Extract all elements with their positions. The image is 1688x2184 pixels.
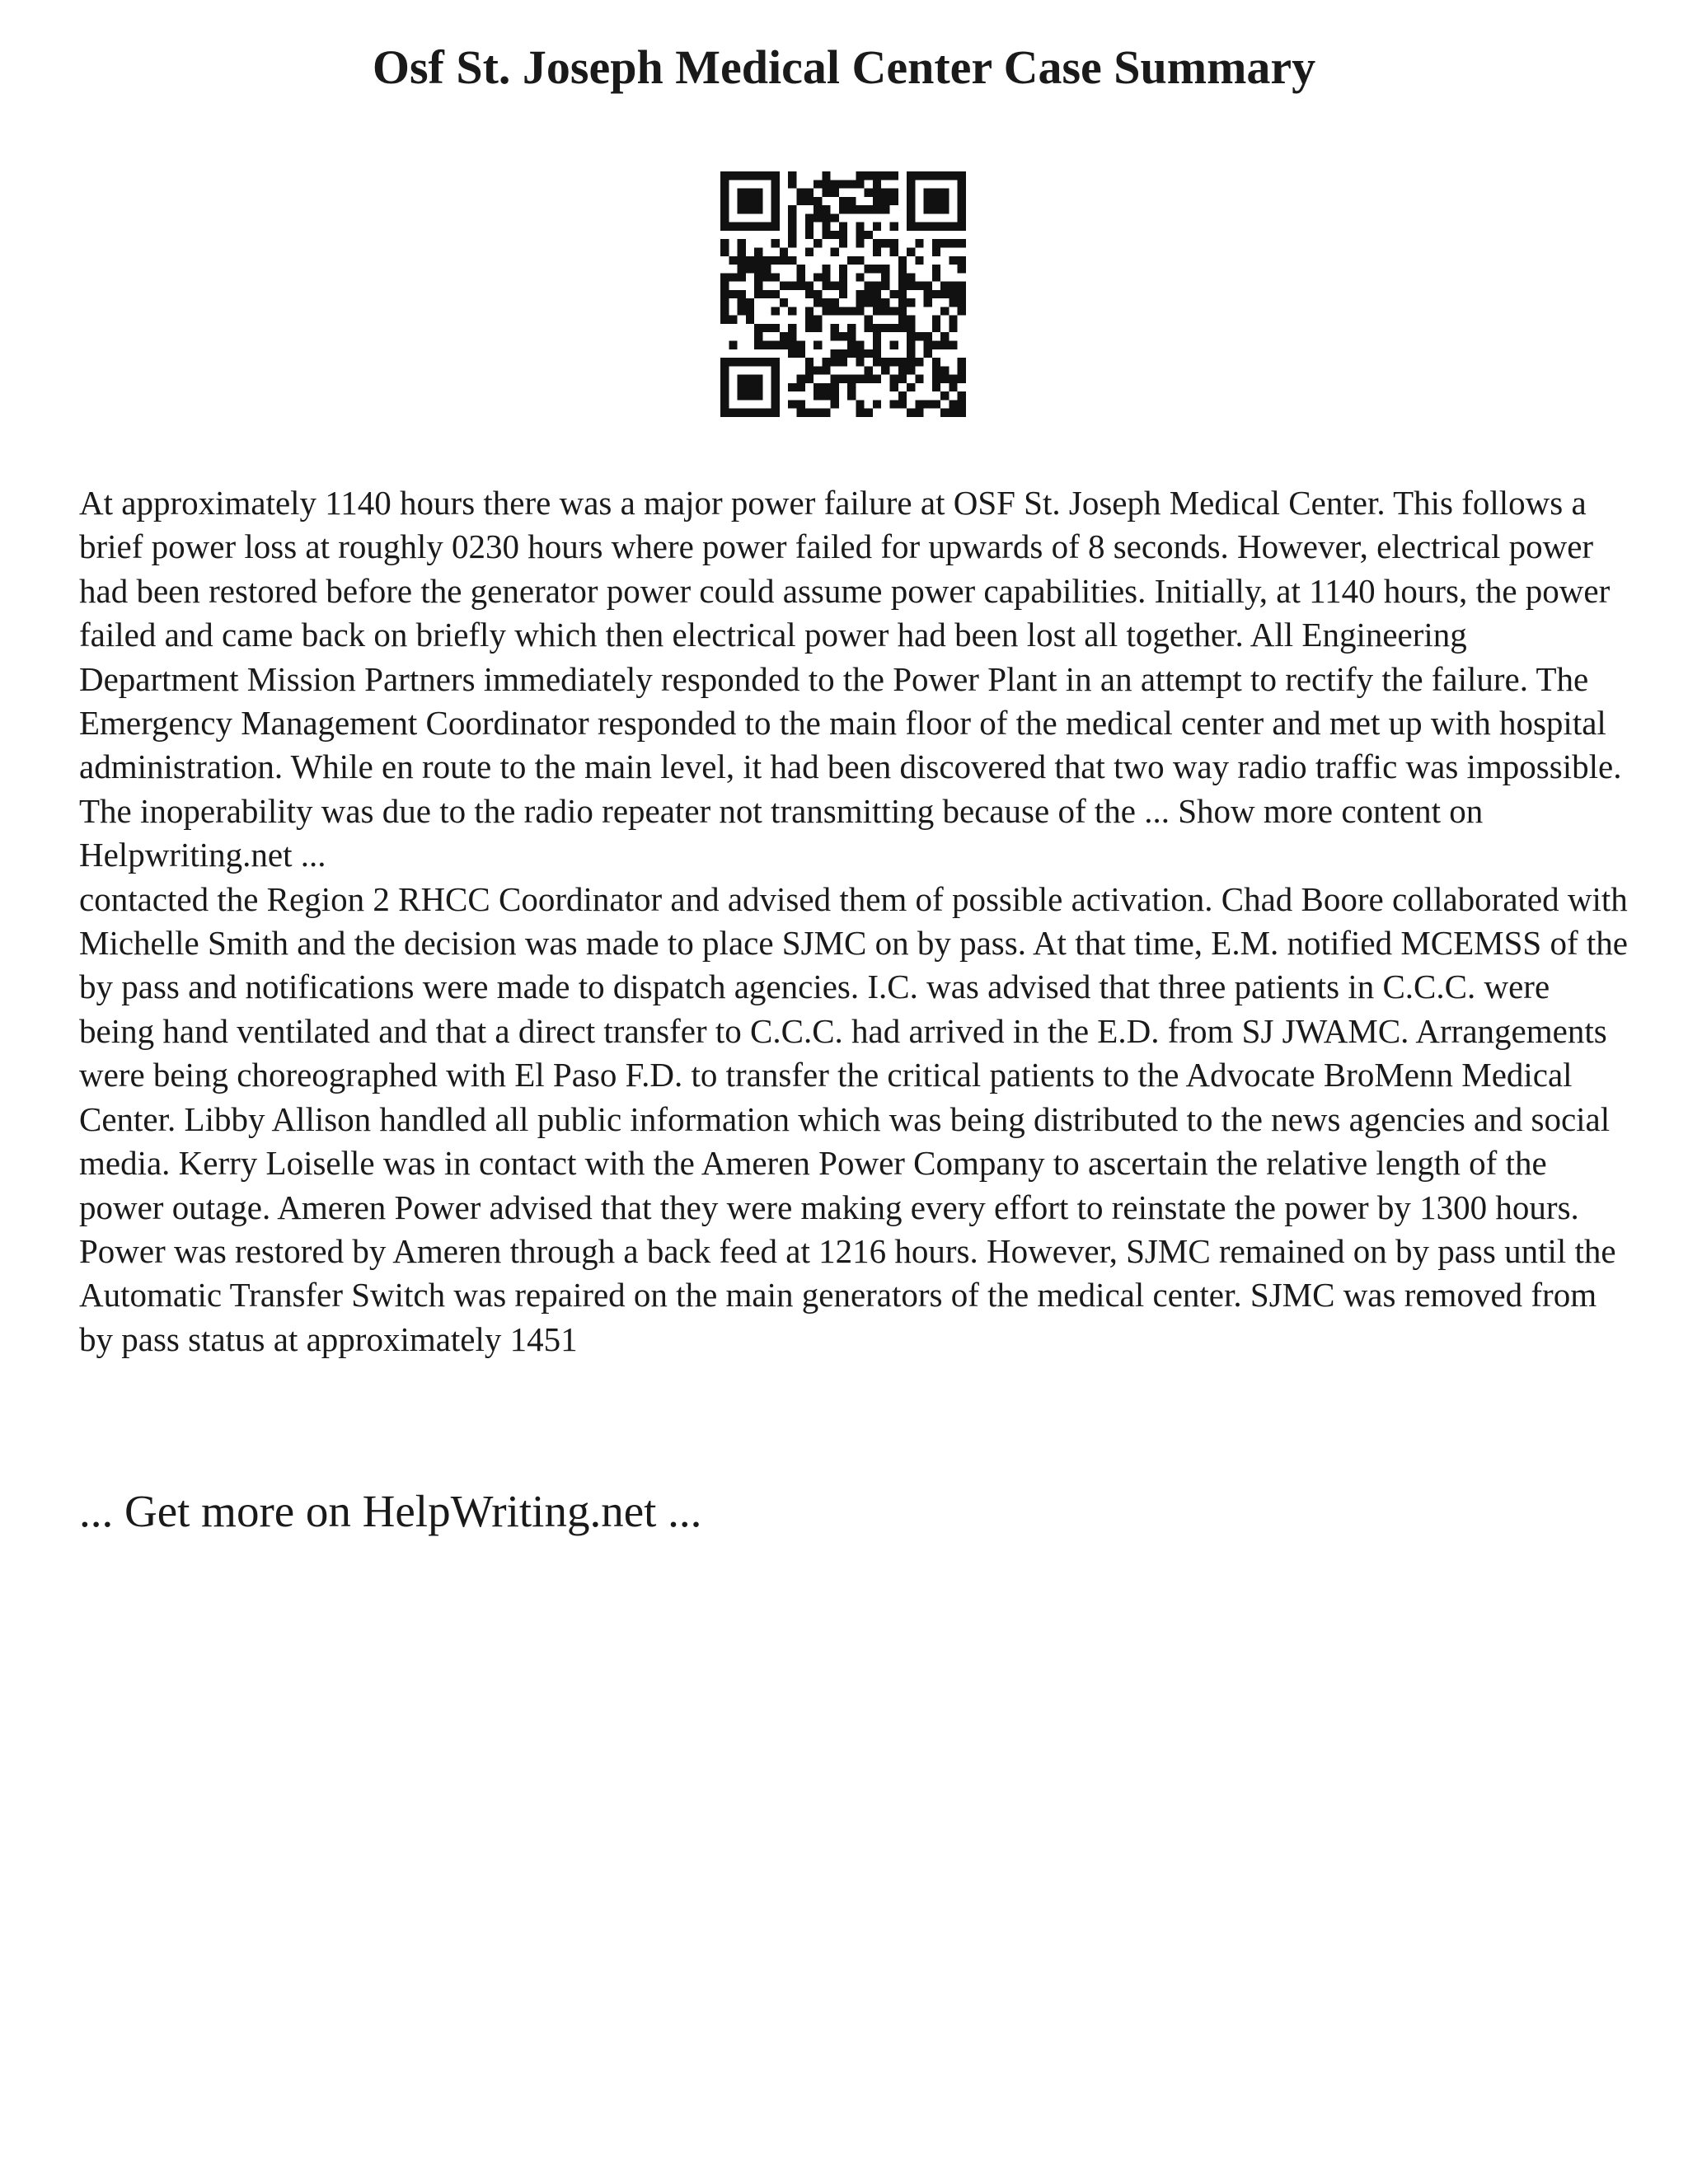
- page-title: Osf St. Joseph Medical Center Case Summary: [372, 40, 1316, 94]
- paragraph-2: contacted the Region 2 RHCC Coordinator and advised them of possible activation. Chad Boore collaborated with Michelle Smith and the decision was made to place SJMC on by pass. At that time, E.M. notified MCEMSS of the by pass and notifications were made to dispatch agencies. I.C. was advised that three patients in C.C.C. were being hand ventilated and that a direct transfer to C.C.C. had arrived in the E.D. from SJ JWAMC. Arrangements were being choreographed with El Paso F.D. to transfer the critical patients to the Advocate BroMenn Medical Center. Libby Allison handled all public information which was being distributed to the news agencies and social media. Kerry Loiselle was in contact with the Ameren Power Company to ascertain the relative length of the power outage. Ameren Power advised that they were making every effort to reinstate the power by 1300 hours. Power was restored by Ameren through a back feed at 1216 hours. However, SJMC remained on by pass until the Automatic Transfer Switch was repaired on the main generators of the medical center. SJMC was removed from by pass status at approximately 1451: [79, 879, 1628, 1358]
- get-more-link[interactable]: ... Get more on HelpWriting.net ...: [79, 1486, 702, 1536]
- qr-code-icon: [720, 171, 966, 417]
- paragraph-1: At approximately 1140 hours there was a major power failure at OSF St. Joseph Medical Center. This follows a brief power loss at roughly 0230 hours where power failed for upwards of 8 seconds. However, electrical power had been restored before the generator power could assume power capabilities. Initially, at 1140 hours, the power failed and came back on briefly which then electrical power had been lost all together. All Engineering Department Mission Partners immediately responded to the Power Plant in an attempt to rectify the failure. The Emergency Management Coordinator responded to the main floor of the medical center and met up with hospital administration. While en route to the main level, it had been discovered that two way radio traffic was impossible. The inoperability was due to the radio repeater not transmitting because of the ... Show more content on Helpwriting.net ...: [79, 484, 1622, 874]
- article-body: [79, 481, 1629, 1361]
